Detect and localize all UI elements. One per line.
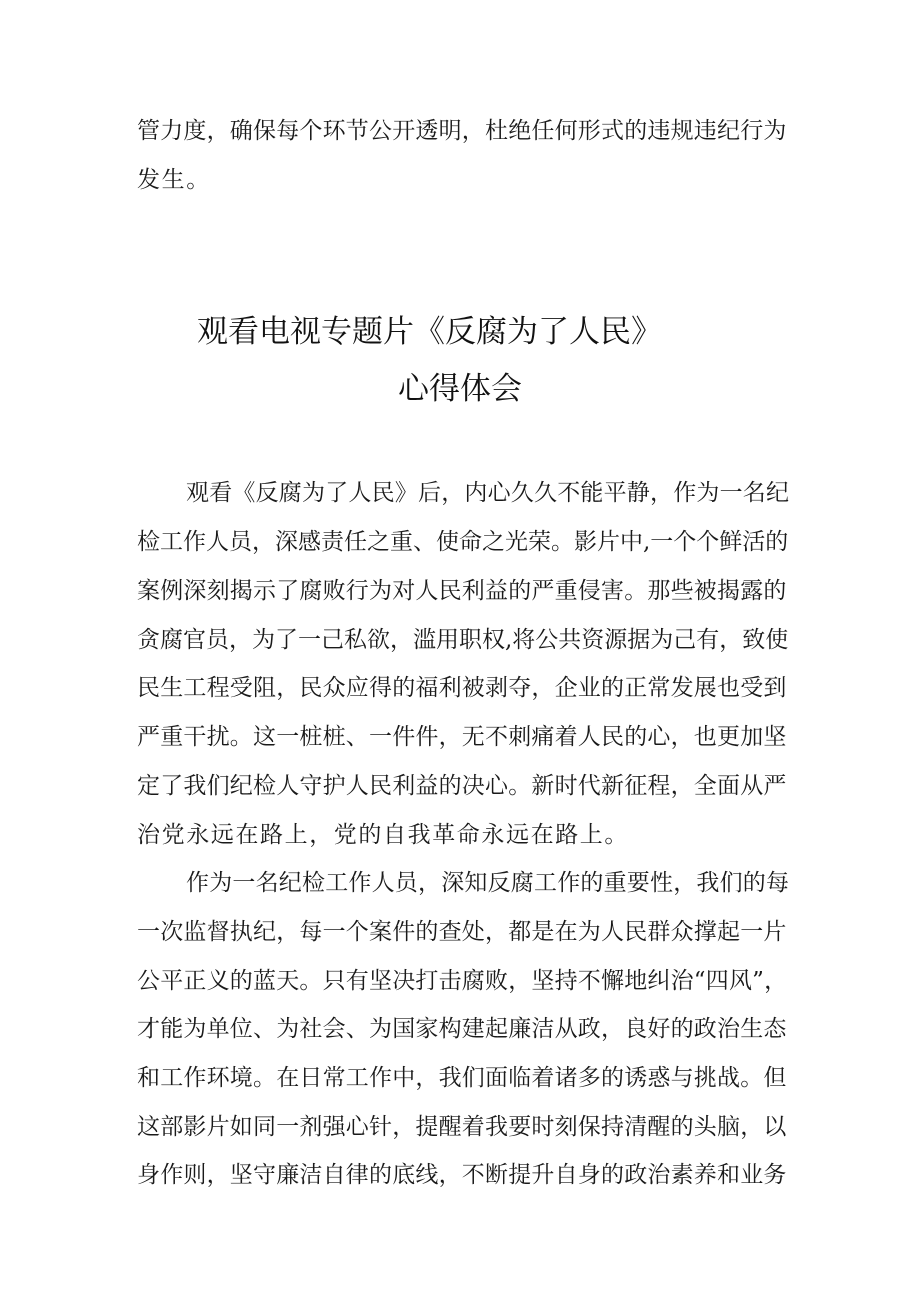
paragraph-2-line-1: 作为一名纪检工作人员，深知反腐工作的重要性，我们的每 — [186, 870, 790, 896]
paragraph-2-line-6: 这部影片如同一剂强心针，提醒着我要时刻保持清醒的头脑，以 — [137, 1114, 787, 1140]
paragraph-1-line-2: 检工作人员，深感责任之重、使命之光荣。影片中,一个个鲜活的 — [137, 529, 789, 555]
document-title-line-2: 心得体会 — [398, 371, 522, 407]
paragraph-2-line-2: 一次监督执纪，每一个案件的查处，都是在为人民群众撑起一片 — [137, 919, 787, 945]
paragraph-1-line-3: 案例深刻揭示了腐败行为对人民利益的严重侵害。那些被揭露的 — [137, 578, 787, 604]
paragraph-1-line-8: 治党永远在路上，党的自我革命永远在路上。 — [137, 822, 629, 848]
paragraph-2-line-7: 身作则，坚守廉洁自律的底线，不断提升自身的政治素养和业务 — [137, 1162, 787, 1188]
continuation-line-1: 管力度，确保每个环节公开透明，杜绝任何形式的违规违纪行为 — [137, 118, 787, 144]
paragraph-2-line-3: 公平正义的蓝天。只有坚决打击腐败，坚持不懈地纠治“四风”， — [137, 968, 788, 994]
paragraph-1-line-1: 观看《反腐为了人民》后，内心久久不能平静，作为一名纪 — [186, 480, 790, 506]
paragraph-1-line-6: 严重干扰。这一桩桩、一件件，无不刺痛着人民的心，也更加坚 — [137, 724, 787, 750]
paragraph-1-line-5: 民生工程受阻，民众应得的福利被剥夺，企业的正常发展也受到 — [137, 675, 787, 701]
paragraph-1-line-7: 定了我们纪检人守护人民利益的决心。新时代新征程，全面从严 — [137, 773, 787, 799]
paragraph-1-line-4: 贪腐官员，为了一己私欲，滥用职权,将公共资源据为己有，致使 — [137, 627, 789, 653]
document-title-line-1: 观看电视专题片《反腐为了人民》 — [197, 314, 662, 350]
paragraph-2-line-4: 才能为单位、为社会、为国家构建起廉洁从政，良好的政治生态 — [137, 1016, 787, 1042]
paragraph-2-line-5: 和工作环境。在日常工作中，我们面临着诸多的诱惑与挑战。但 — [137, 1065, 787, 1091]
continuation-line-2: 发生。 — [137, 167, 211, 193]
